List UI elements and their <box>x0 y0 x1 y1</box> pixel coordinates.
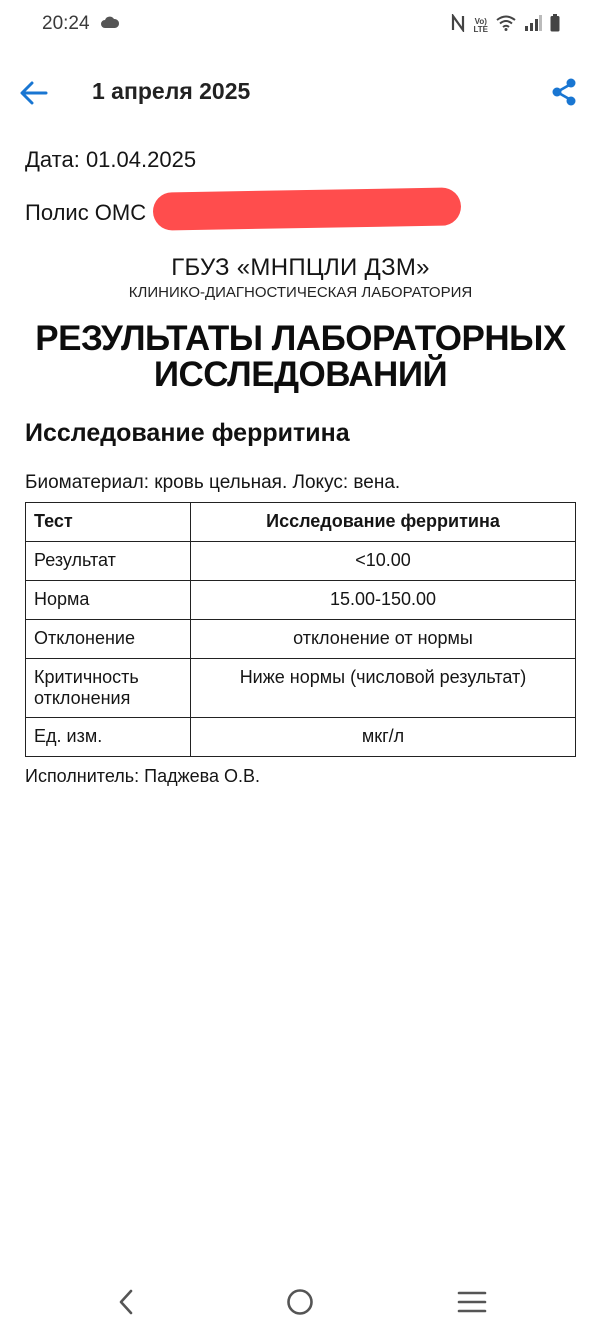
row-value: отклонение от нормы <box>191 620 576 659</box>
table-row <box>26 718 576 757</box>
home-nav-icon <box>285 1287 315 1317</box>
table-row <box>26 659 576 718</box>
organization-subtitle: КЛИНИКО-ДИАГНОСТИЧЕСКАЯ ЛАБОРАТОРИЯ <box>128 284 473 301</box>
document-title-line2: ИССЛЕДОВАНИЙ <box>153 355 448 394</box>
table-header-row <box>26 503 576 542</box>
biomaterial-line: Биоматериал: кровь цельная. Локус: вена. <box>25 472 401 493</box>
document-content <box>25 140 576 787</box>
row-value: <10.00 <box>191 542 576 581</box>
row-value: 15.00-150.00 <box>191 581 576 620</box>
lte-label: LTE <box>473 24 488 34</box>
table-header-test: Тест <box>26 503 191 542</box>
table-header-study: Исследование ферритина <box>191 503 576 542</box>
menu-nav-icon <box>457 1290 487 1314</box>
table-row <box>26 542 576 581</box>
performer-line: Исполнитель: Паджева О.В. <box>25 766 261 786</box>
volte-label: Vo) <box>474 16 487 26</box>
status-time: 20:24 <box>42 13 90 34</box>
row-label: Отклонение <box>26 620 191 659</box>
battery-icon <box>550 14 560 37</box>
share-icon <box>551 78 577 106</box>
back-button[interactable] <box>14 76 54 110</box>
row-label: Критичность отклонения <box>26 659 191 718</box>
row-value: мкг/л <box>191 718 576 757</box>
arrow-left-icon <box>20 81 48 105</box>
share-button[interactable] <box>546 74 582 110</box>
policy-label: Полис ОМС <box>25 200 147 225</box>
policy-line <box>25 198 576 228</box>
nav-back-button[interactable] <box>104 1282 148 1322</box>
results-table <box>25 502 576 757</box>
row-value: Ниже нормы (числовой результат) <box>191 659 576 718</box>
redaction-mark <box>153 187 462 230</box>
volte-icon <box>473 18 488 34</box>
nav-menu-button[interactable] <box>450 1282 494 1322</box>
app-bar <box>0 62 600 122</box>
cloud-icon <box>100 15 120 34</box>
document-title <box>25 321 576 393</box>
table-row <box>26 620 576 659</box>
status-icons <box>451 14 560 37</box>
organization-name: ГБУЗ «МНПЦЛИ ДЗМ» <box>171 254 430 281</box>
table-row <box>26 581 576 620</box>
date-line: Дата: 01.04.2025 <box>25 147 197 172</box>
row-label: Результат <box>26 542 191 581</box>
nfc-icon <box>451 14 465 37</box>
study-heading: Исследование ферритина <box>25 419 350 447</box>
app-title: 1 апреля 2025 <box>92 78 251 104</box>
document-title-line1: РЕЗУЛЬТАТЫ ЛАБОРАТОРНЫХ <box>35 319 566 358</box>
row-label: Ед. изм. <box>26 718 191 757</box>
wifi-icon <box>496 15 516 36</box>
status-bar <box>0 0 600 50</box>
row-label: Норма <box>26 581 191 620</box>
system-nav-bar <box>0 1270 600 1334</box>
nav-home-button[interactable] <box>278 1282 322 1322</box>
back-nav-icon <box>116 1288 136 1316</box>
signal-icon <box>524 15 542 36</box>
